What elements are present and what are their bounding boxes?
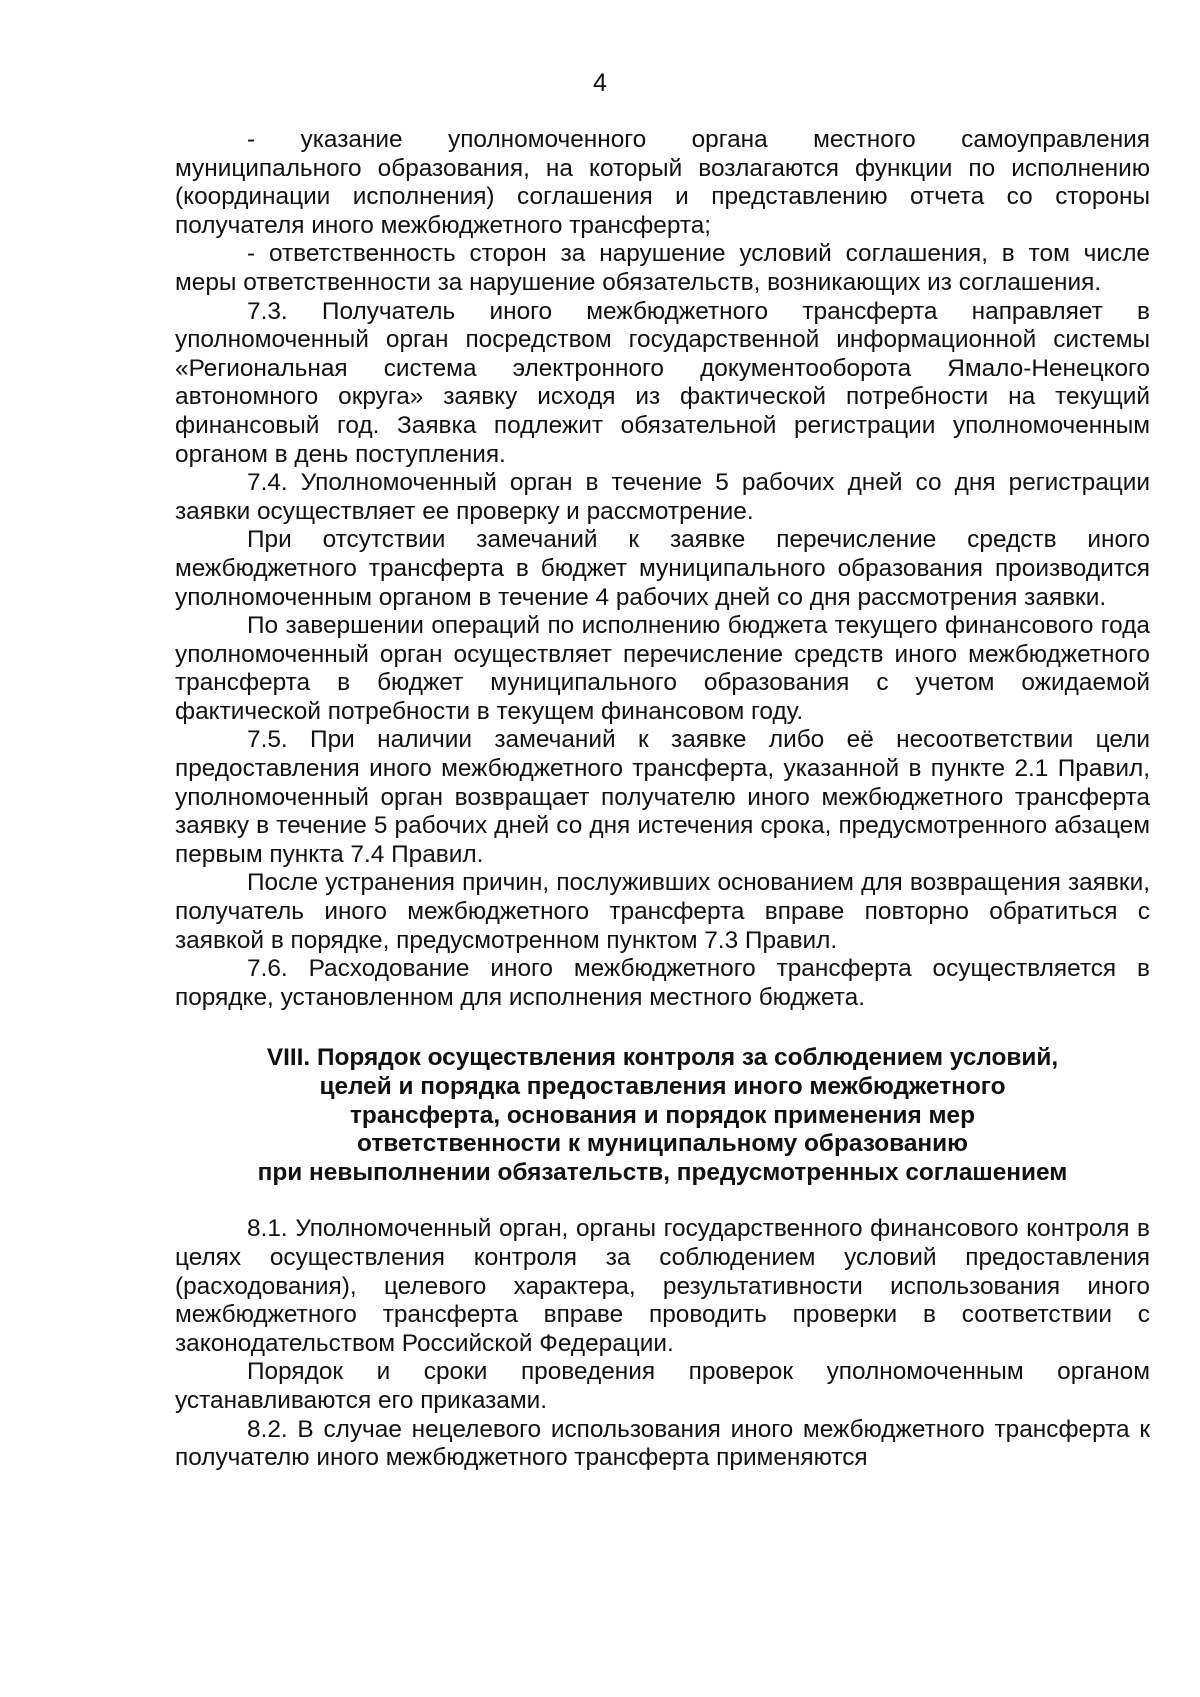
paragraph-8-1: 8.1. Уполномоченный орган, органы государственного финансового контроля в целях осуществления контроля за соблюдением условий предоставления (расходования), целевого характера, результативности использования иного межбюджетного трансферта вправе проводить проверки в соответствии с законодательством Российской Федерации. [175,1215,1150,1357]
paragraph-7-4-no-remarks: При отсутствии замечаний к заявке перечисление средств иного межбюджетного трансферта в бюджет муниципального образования производится уполномоченным органом в течение 4 рабочих дней со дня рассмотрения заявки. [175,526,1150,611]
paragraph-7-5: 7.5. При наличии замечаний к заявке либо её несоответствии цели предоставления иного межбюджетного трансферта, указанной в пункте 2.1 Правил, уполномоченный орган возвращает получателю иного межбюджетного трансферта заявку в течение 5 рабочих дней со дня истечения срока, предусмотренного абзацем первым пункта 7.4 Правил. [175,726,1150,868]
paragraph-7-5-resubmission: После устранения причин, послуживших основанием для возвращения заявки, получатель иного межбюджетного трансферта вправе повторно обратиться с заявкой в порядке, предусмотренном пунктом 7.3 Правил. [175,869,1150,954]
section-heading-line: ответственности к муниципальному образованию [357,1130,968,1158]
paragraph-7-4-year-end: По завершении операций по исполнению бюджета текущего финансового года уполномоченный орган осуществляет перечисление средств иного межбюджетного трансферта в бюджет муниципального образования с учетом ожидаемой фактической потребности в текущем финансовом году. [175,612,1150,725]
section-heading-viii [175,1044,1150,1187]
document-body [175,126,1150,1473]
paragraph-7-4: 7.4. Уполномоченный орган в течение 5 рабочих дней со дня регистрации заявки осуществляет ее проверку и рассмотрение. [175,469,1150,525]
page-number: 4 [593,69,607,97]
paragraph-7-3: 7.3. Получатель иного межбюджетного трансферта направляет в уполномоченный орган посредством государственной информационной системы «Региональная система электронного документооборота Ямало-Ненецкого автономного округа» заявку исходя из фактической потребности на текущий финансовый год. Заявка подлежит обязательной регистрации уполномоченным органом в день поступления. [175,297,1150,468]
section-heading-line: целей и порядка предоставления иного межбюджетного [319,1073,1006,1100]
paragraph-clause-authorized-body: - указание уполномоченного органа местного самоуправления муниципального образования, на который возлагаются функции по исполнению (координации исполнения) соглашения и представлению отчета со стороны получателя иного межбюджетного трансферта; [175,126,1150,239]
paragraph-8-2: 8.2. В случае нецелевого использования иного межбюджетного трансферта к получателю иного межбюджетного трансферта применяются [175,1415,1150,1472]
section-heading-line: трансферта, основания и порядок применения мер [349,1101,976,1129]
section-heading-line: при невыполнении обязательств, предусмотренных соглашением [257,1158,1068,1186]
section-heading-line: VIII. Порядок осуществления контроля за соблюдением условий, [266,1044,1059,1072]
paragraph-clause-responsibility: - ответственность сторон за нарушение условий соглашения, в том числе меры ответственности за нарушение обязательств, возникающих из соглашения. [175,240,1150,296]
paragraph-7-6: 7.6. Расходование иного межбюджетного трансферта осуществляется в порядке, установленном для исполнения местного бюджета. [175,955,1150,1011]
paragraph-8-1-inspection-order: Порядок и сроки проведения проверок уполномоченным органом устанавливаются его приказами. [175,1358,1150,1414]
